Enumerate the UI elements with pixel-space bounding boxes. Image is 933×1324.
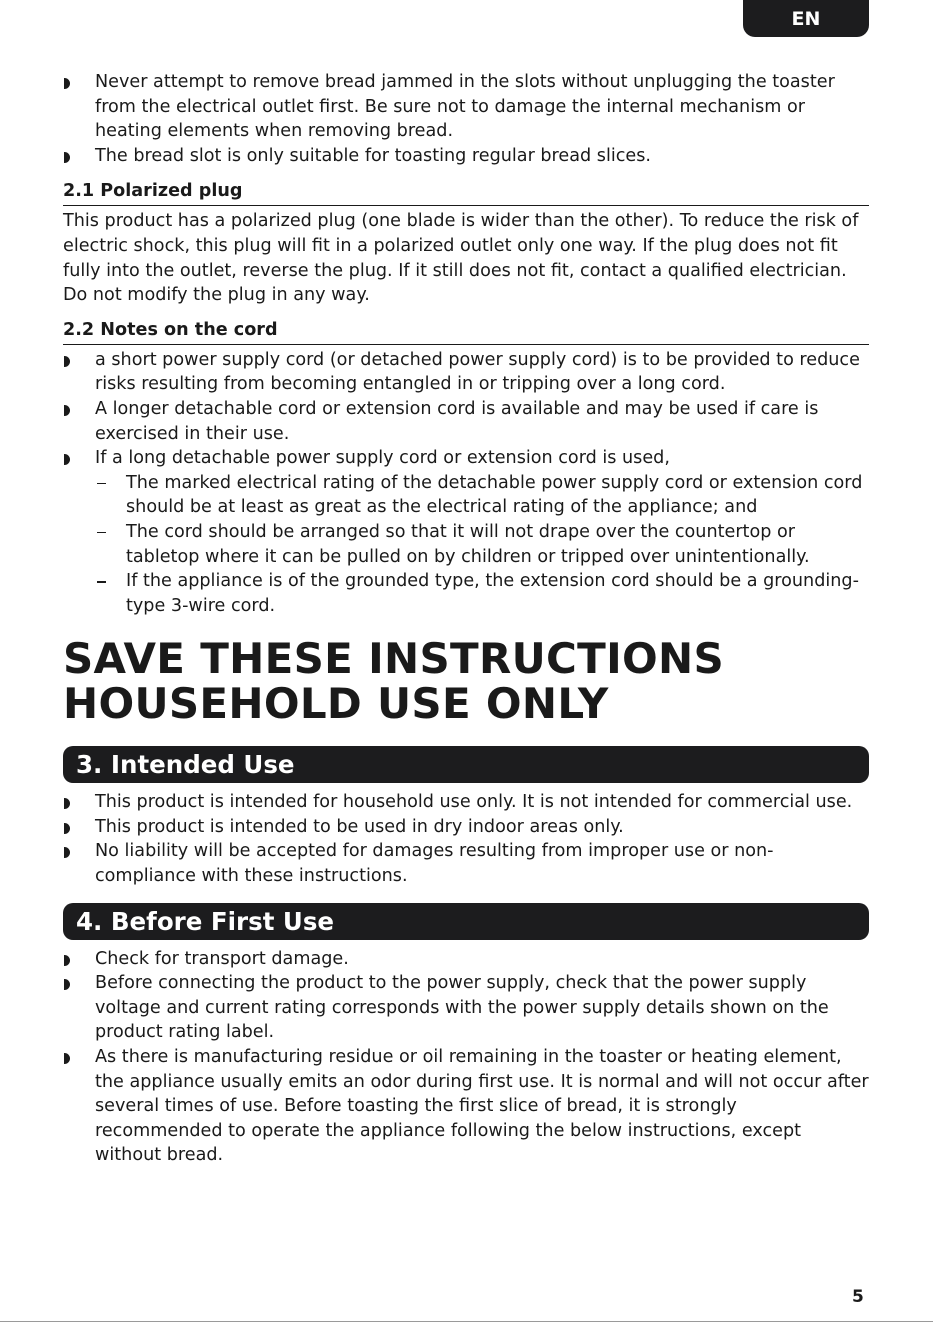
bullet-icon <box>64 405 70 416</box>
section-4-heading: 4. Before First Use <box>63 903 869 940</box>
bullet-icon <box>64 979 70 990</box>
cord-sub-list <box>95 471 869 619</box>
intro-list <box>63 70 869 168</box>
list-item-text: This product is intended to be used in dry indoor areas only. <box>95 816 624 837</box>
before-first-use-list <box>63 947 869 1168</box>
list-item <box>63 815 869 840</box>
bullet-icon <box>64 356 70 367</box>
list-item <box>63 348 869 397</box>
list-item-text: If a long detachable power supply cord or extension cord is used, <box>95 448 670 469</box>
bullet-icon <box>64 78 70 89</box>
bullet-icon <box>64 798 70 809</box>
bottom-divider <box>0 1321 933 1322</box>
list-item-text: Check for transport damage. <box>95 948 349 969</box>
list-item <box>63 947 869 972</box>
sub-list-item-text: If the appliance is of the grounded type, the extension cord should be a grounding-type 3-wire cord. <box>126 571 859 616</box>
list-item-text: a short power supply cord (or detached power supply cord) is to be provided to reduce risks resulting from becoming entangled in or tripping over a long cord. <box>95 349 860 395</box>
page-number: 5 <box>852 1287 864 1307</box>
list-item-text: No liability will be accepted for damages resulting from improper use or non-compliance with these instructions. <box>95 841 774 887</box>
save-instructions-block <box>63 634 869 729</box>
sub-list-item-text: The cord should be arranged so that it will not drape over the countertop or tabletop where it can be pulled on by children or tripped over unintentionally. <box>126 521 810 567</box>
section-2-1-text: This product has a polarized plug (one blade is wider than the other). To reduce the risk of electric shock, this plug will fit in a polarized outlet only one way. If the plug does not fit fully into the outlet, reverse the plug. If it still does not fit, contact a qualified electrician. Do not modify the plug in any way. <box>63 211 859 306</box>
list-item <box>63 70 869 144</box>
list-item-text: A longer detachable cord or extension cord is available and may be used if care is exercised in their use. <box>95 398 819 444</box>
cord-notes-list <box>63 348 869 619</box>
list-item-text: As there is manufacturing residue or oil remaining in the toaster or heating element, the appliance usually emits an odor during first use. It is normal and will not occur after several times of use. Before toasting the first slice of bread, it is strongly recommended to operate the appliance following the below instructions, except without bread. <box>95 1047 869 1166</box>
sub-list-item <box>95 520 869 569</box>
intended-use-list <box>63 790 869 888</box>
dash-icon <box>97 532 106 534</box>
list-item <box>63 144 869 169</box>
bullet-icon <box>64 152 70 163</box>
list-item <box>63 446 869 618</box>
list-item <box>63 971 869 1045</box>
bullet-icon <box>64 955 70 966</box>
sub-list-item <box>95 569 869 618</box>
list-item <box>63 397 869 446</box>
section-2-1-heading: 2.1 Polarized plug <box>63 180 869 206</box>
dash-icon <box>97 483 106 485</box>
list-item <box>63 790 869 815</box>
bullet-icon <box>64 823 70 834</box>
save-title-line2: HOUSEHOLD USE ONLY <box>63 679 609 729</box>
dash-icon <box>97 581 106 583</box>
page-content <box>63 70 869 1168</box>
list-item-text: The bread slot is only suitable for toasting regular bread slices. <box>95 145 651 166</box>
section-2-2-heading: 2.2 Notes on the cord <box>63 319 869 345</box>
sub-list-item <box>95 471 869 520</box>
list-item-text: Never attempt to remove bread jammed in the slots without unplugging the toaster from the electrical outlet first. Be sure not to damage the internal mechanism or heating elements when removing bread. <box>95 72 835 142</box>
section-3-heading: 3. Intended Use <box>63 746 869 783</box>
list-item <box>63 1045 869 1168</box>
list-item-text: Before connecting the product to the power supply, check that the power supply voltage and current rating corresponds with the power supply details shown on the product rating label. <box>95 973 829 1043</box>
list-item-text: This product is intended for household use only. It is not intended for commercial use. <box>95 792 853 813</box>
bullet-icon <box>64 1053 70 1064</box>
save-title-line1: SAVE THESE INSTRUCTIONS <box>63 634 724 684</box>
bullet-icon <box>64 847 70 858</box>
bullet-icon <box>64 454 70 465</box>
list-item <box>63 839 869 888</box>
language-tab: EN <box>743 0 869 37</box>
sub-list-item-text: The marked electrical rating of the detachable power supply cord or extension cord should be at least as great as the electrical rating of the appliance; and <box>126 472 863 518</box>
